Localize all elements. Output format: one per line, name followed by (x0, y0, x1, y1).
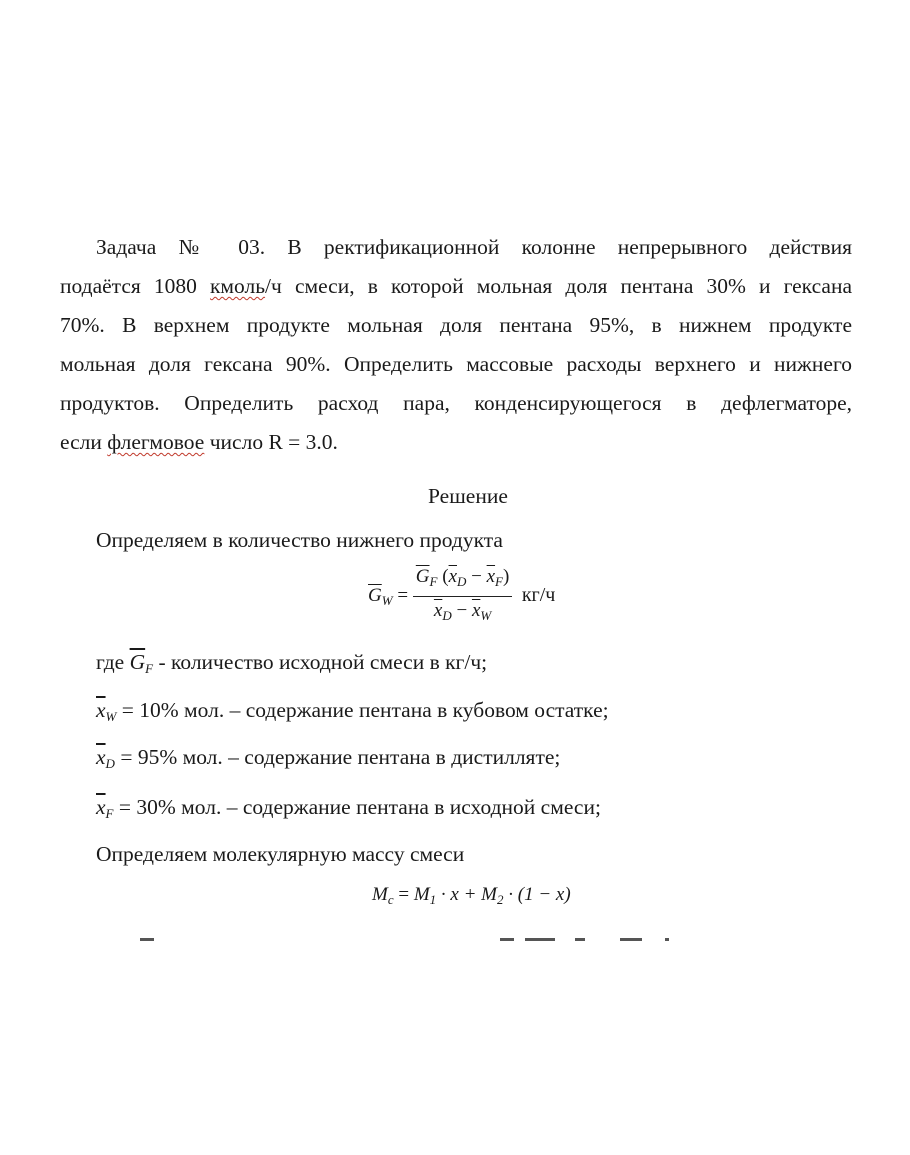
formula-operator: = (392, 584, 413, 606)
problem-line-4 (60, 345, 852, 384)
formula-symbol: M (413, 884, 430, 905)
formula-operator: ) (503, 566, 510, 587)
formula-symbol: $\overline{x}$ (96, 795, 106, 819)
formula-subscript: D (457, 574, 467, 589)
formula-unit: кг/ч (521, 583, 556, 606)
step-2-text: Определяем молекулярную массу смеси (96, 842, 465, 866)
solution-heading: Решение (428, 484, 508, 508)
formula-subscript: F (145, 661, 154, 676)
fraction-denominator (413, 597, 513, 630)
problem-text: Задача № 03. В ректификационной колонне непрерывного действия (96, 235, 852, 259)
definition-xd (96, 745, 560, 772)
formula-subscript: D (105, 756, 115, 771)
formula-operator: · (1 − x) (503, 884, 571, 905)
formula-symbol: $\overline{G}$ (415, 566, 430, 587)
formula-operator: − (451, 600, 472, 621)
formula-molar-mass (372, 884, 571, 908)
problem-line-3 (60, 306, 852, 345)
formula-symbol: $\overline{x}$ (96, 698, 106, 722)
clipped-glyph (620, 938, 642, 941)
clipped-glyph (500, 938, 514, 941)
formula-subscript: W (105, 709, 117, 724)
formula-operator: = (393, 884, 414, 905)
formula-operator: − (466, 566, 487, 587)
problem-text: подаётся 1080 (60, 274, 210, 298)
formula-symbol: $\overline{x}$ (471, 600, 481, 621)
clipped-glyph (525, 938, 555, 941)
problem-text: /ч смеси, в которой мольная доля пентана 30% и гексана (265, 274, 852, 298)
problem-text: 70%. В верхнем продукте мольная доля пентана 95%, в нижнем продукте (60, 313, 852, 337)
problem-text: продуктов. Определить расход пара, конденсирующегося в дефлегматоре, (60, 391, 852, 415)
definition-text: = 95% мол. – содержание пентана в дистилляте; (114, 745, 561, 769)
clipped-next-line (0, 938, 910, 946)
spellcheck-word[interactable]: кмоль (209, 274, 266, 298)
where-prefix: где (96, 650, 130, 674)
formula-symbol: $\overline{x}$ (486, 566, 496, 587)
formula-subscript: F (105, 806, 114, 821)
formula-subscript: D (442, 608, 452, 623)
formula-subscript: F (495, 574, 503, 589)
problem-line-6 (60, 423, 852, 462)
formula-symbol: M (372, 884, 388, 905)
clipped-glyph (665, 938, 669, 941)
where-line (96, 650, 487, 677)
formula-symbol: $\overline{x}$ (96, 745, 106, 769)
spellcheck-word[interactable]: флегмовое (107, 430, 205, 454)
formula-symbol: $\overline{x}$ (433, 600, 443, 621)
formula-symbol: $\overline{G}$ (368, 584, 382, 606)
problem-line-1 (60, 228, 852, 267)
formula-subscript: c (387, 892, 394, 907)
problem-text: число R = 3.0. (204, 430, 338, 454)
where-text: - количество исходной смеси в кг/ч; (153, 650, 488, 674)
formula-subscript: 1 (429, 892, 437, 907)
problem-line-2 (60, 267, 852, 306)
formula-fraction (413, 563, 513, 630)
formula-subscript: 2 (497, 892, 504, 907)
problem-text: если (60, 430, 108, 454)
clipped-glyph (140, 938, 154, 941)
problem-text: мольная доля гексана 90%. Определить массовые расходы верхнего и нижнего (60, 352, 852, 376)
formula-symbol: $\overline{x}$ (448, 566, 457, 587)
fraction-numerator (413, 563, 513, 597)
formula-symbol: $\overline{G}$ (129, 650, 146, 674)
formula-symbol: M (481, 884, 497, 905)
formula-subscript: F (429, 574, 438, 589)
formula-bottom-product (368, 563, 555, 630)
definition-xf (96, 795, 601, 822)
formula-subscript: W (381, 592, 393, 608)
definition-text: = 10% мол. – содержание пентана в кубовом остатке; (116, 698, 609, 722)
formula-operator: · x + (436, 884, 482, 905)
definition-text: = 30% мол. – содержание пентана в исходной смеси; (113, 795, 601, 819)
definition-xw (96, 698, 609, 725)
problem-line-5 (60, 384, 852, 423)
problem-statement (60, 228, 852, 462)
step-1-text: Определяем в количество нижнего продукта (96, 528, 503, 552)
formula-subscript: W (480, 608, 492, 623)
clipped-glyph (575, 938, 585, 941)
formula-operator: ( (437, 566, 449, 587)
